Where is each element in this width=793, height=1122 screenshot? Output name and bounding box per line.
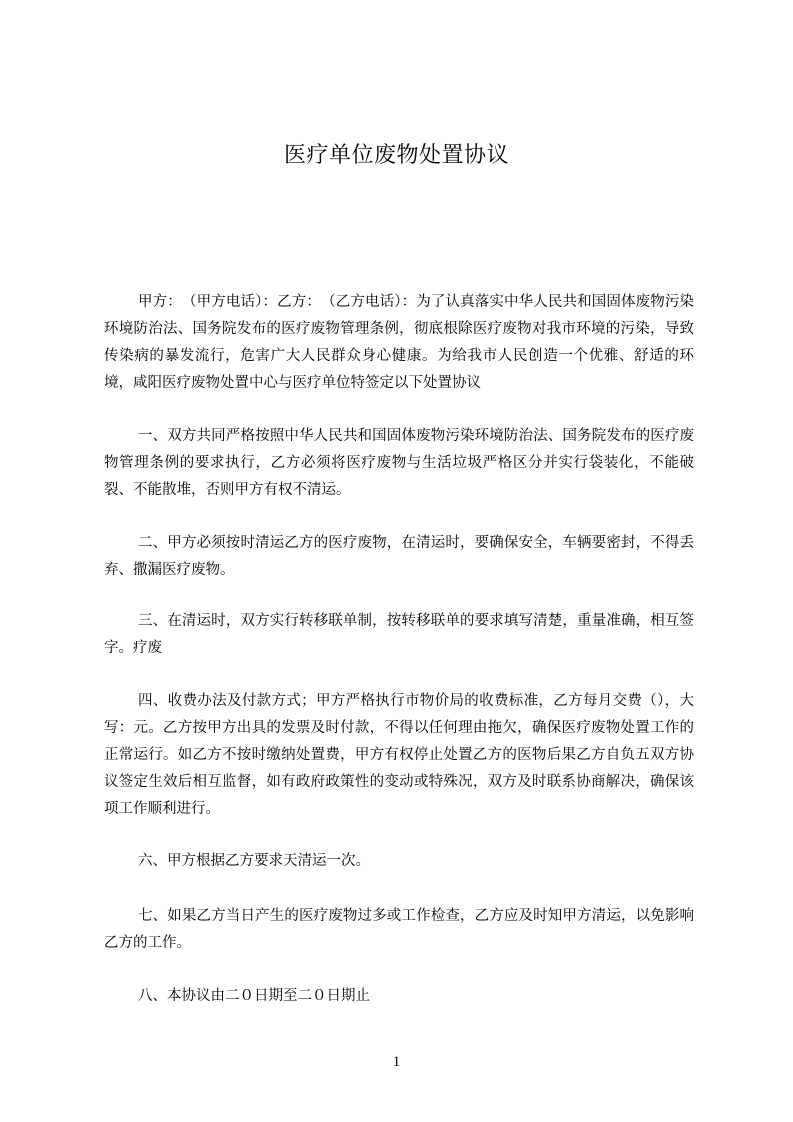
document-title: 医疗单位废物处置协议 xyxy=(283,143,509,168)
paragraph-clause-4: 四、收费办法及付款方式；甲方严格执行市物价局的收费标准，乙方每月交费（），大写：元。乙方按甲方出具的发票及时付款，不得以任何理由拖欠，确保医疗废物处置工作的正常运行。如乙方不按时缴纳处置费，甲方有权停止处置乙方的医物后果乙方自负五双方协议签定生效后相互监督，如有政府政策性的变动或特殊况，双方及时联系协商解决，确保该项工作顺利进行。 xyxy=(104,693,694,817)
paragraph-clause-6: 六、甲方根据乙方要求天清运一次。 xyxy=(138,853,370,869)
paragraph-clause-3: 三、在清运时，双方实行转移联单制，按转移联单的要求填写清楚，重量准确，相互签字。疗废 xyxy=(104,613,694,656)
paragraph-clause-7: 七、如果乙方当日产生的医疗废物过多或工作检查，乙方应及时知甲方清运，以免影响乙方的工作。 xyxy=(104,908,694,951)
paragraph-clause-1: 一、双方共同严格按照中华人民共和国固体废物污染环境防治法、国务院发布的医疗废物管理条例的要求执行，乙方必须将医疗废物与生活垃圾严格区分并实行袋装化，不能破裂、不能散堆，否则甲方有权不清运。 xyxy=(104,428,694,498)
paragraph-clause-2: 二、甲方必须按时清运乙方的医疗废物，在清运时，要确保安全，车辆要密封，不得丢弃、撒漏医疗废物。 xyxy=(104,535,694,578)
page-number: 1 xyxy=(392,1054,401,1070)
paragraph-clause-8: 八、本协议由二０日期至二０日期止 xyxy=(138,988,370,1004)
paragraph-preamble: 甲方： （甲方电话）：乙方： （乙方电话）：为了认真落实中华人民共和国固体废物污染环境防治法、国务院发布的医疗废物管理条例，彻底根除医疗废物对我市环境的污染，导致传染病的暴发流行，危害广大人民群众身心健康。为给我市人民创造一个优雅、舒适的环境，咸阳医疗废物处置中心与医疗单位特签定以下处置协议 xyxy=(104,294,694,391)
